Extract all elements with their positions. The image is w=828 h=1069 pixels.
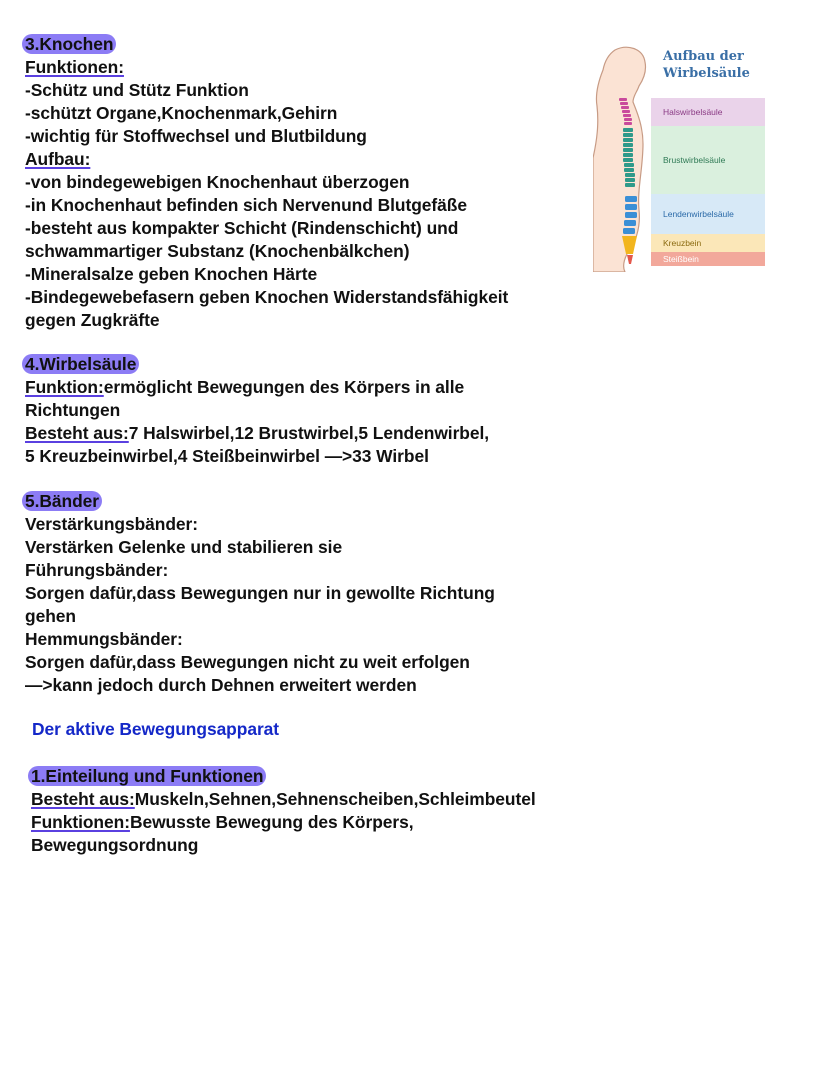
heading-knochen: 3.Knochen [22, 34, 116, 54]
label-funktionen: Funktionen: [31, 812, 130, 832]
text-line: -Bindegewebefasern geben Knochen Widerstandsfähigkeit [25, 287, 509, 307]
text-line: Richtungen [25, 400, 121, 420]
section-einteilung [31, 765, 631, 857]
text-line: Sorgen dafür,dass Bewegungen nur in gewollte Richtung [25, 583, 495, 603]
heading-wirbelsaeule: 4.Wirbelsäule [22, 354, 139, 374]
section-knochen [25, 33, 625, 332]
text-line: Verstärken Gelenke und stabilieren sie [25, 537, 343, 557]
heading-aktiver-bewegungsapparat: Der aktive Bewegungsapparat [32, 719, 280, 739]
heading-einteilung: 1.Einteilung und Funktionen [28, 766, 266, 786]
figure-title [663, 48, 763, 82]
text-line: -in Knochenhaut befinden sich Nervenund Blutgefäße [25, 195, 467, 215]
text-line: gehen [25, 606, 76, 626]
label-funktionen: Funktionen: [25, 57, 124, 77]
text-line: -schützt Organe,Knochenmark,Gehirn [25, 103, 338, 123]
band-lendenwirbelsaeule: Lendenwirbelsäule [663, 209, 734, 219]
text-line: 5 Kreuzbeinwirbel,4 Steißbeinwirbel —>33 Wirbel [25, 446, 429, 466]
text-line: Sorgen dafür,dass Bewegungen nicht zu weit erfolgen [25, 652, 470, 672]
text-line: -besteht aus kompakter Schicht (Rindenschicht) und [25, 218, 459, 238]
funktion-text: ermöglicht Bewegungen des Körpers in alle [103, 377, 465, 397]
text-line: schwammartiger Substanz (Knochenbälkchen) [25, 241, 410, 261]
section-wirbelsaeule [25, 353, 625, 468]
heading-baender: 5.Bänder [22, 491, 102, 511]
text-line: Bewegungsordnung [31, 835, 199, 855]
text-line: gegen Zugkräfte [25, 310, 160, 330]
text-line: -wichtig für Stoffwechsel und Blutbildung [25, 126, 367, 146]
label-besteht-aus: Besteht aus: [31, 789, 135, 809]
label-besteht-aus: Besteht aus: [25, 423, 129, 443]
besteht-text: Muskeln,Sehnen,Sehnenscheiben,Schleimbeutel [134, 789, 536, 809]
text-line: -Schütz und Stütz Funktion [25, 80, 249, 100]
section-aktiv-title [32, 718, 632, 741]
text-line: -Mineralsalze geben Knochen Härte [25, 264, 318, 284]
band-steissbein: Steißbein [663, 254, 699, 264]
band-kreuzbein: Kreuzbein [663, 238, 702, 248]
band-brustwirbelsaeule: Brustwirbelsäule [663, 155, 726, 165]
band-halswirbelsaeule: Halswirbelsäule [663, 107, 723, 117]
text-line: Führungsbänder: [25, 560, 169, 580]
text-line: Verstärkungsbänder: [25, 514, 199, 534]
label-funktion: Funktion: [25, 377, 104, 397]
figure-title-line: Wirbelsäule [663, 66, 750, 81]
text-line: Hemmungsbänder: [25, 629, 183, 649]
text-line: -von bindegewebigen Knochenhaut überzogen [25, 172, 410, 192]
figure-title-line: Aufbau der [663, 49, 744, 64]
funktionen-text: Bewusste Bewegung des Körpers, [129, 812, 414, 832]
text-line: —>kann jedoch durch Dehnen erweitert werden [25, 675, 417, 695]
section-baender [25, 490, 625, 697]
besteht-text: 7 Halswirbel,12 Brustwirbel,5 Lendenwirbel, [128, 423, 490, 443]
spine-figure [593, 40, 765, 272]
label-aufbau: Aufbau: [25, 149, 91, 169]
